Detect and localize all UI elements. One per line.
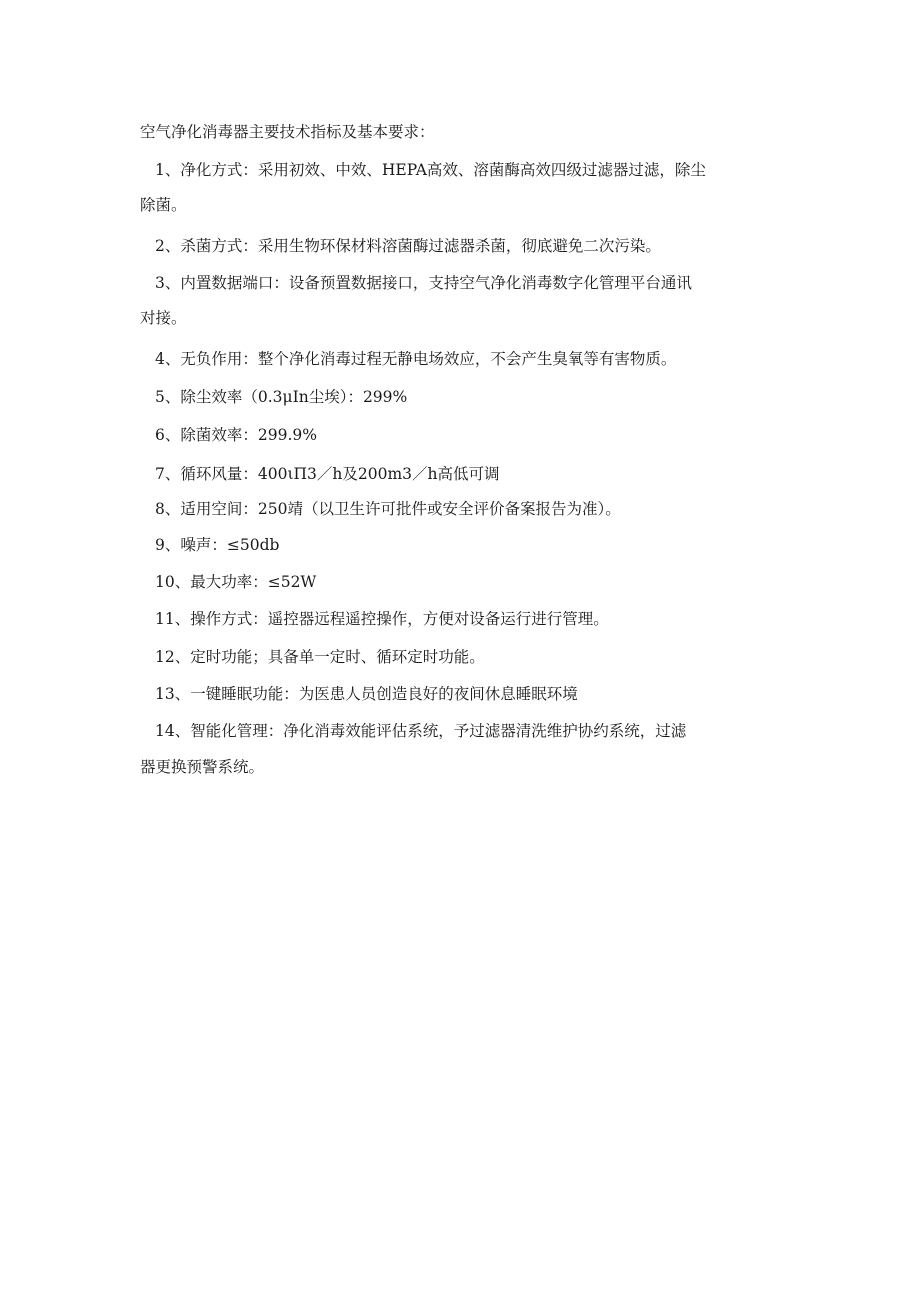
spec-item-14-line1: 14、智能化管理：净化消毒效能评估系统，予过滤器清洗维护协约系统，过滤 <box>155 722 687 740</box>
spec-item-10 <box>155 570 805 594</box>
spec-item-1-line2: 除菌。 <box>140 196 187 214</box>
spec-item-8-line1: 8、适用空间：250靖（以卫生许可批件或安全评价备案报告为准）。 <box>155 500 621 518</box>
document-title: 空气净化消毒器主要技术指标及基本要求： <box>140 123 435 141</box>
spec-item-7-line1: 7、循环风量：400ιΠ3／h及200m3／h高低可调 <box>155 465 500 483</box>
spec-item-8 <box>155 497 805 521</box>
spec-item-5 <box>155 385 805 409</box>
spec-item-2-line1: 2、杀菌方式：采用生物环保材料溶菌酶过滤器杀菌，彻底避免二次污染。 <box>155 237 661 255</box>
spec-item-12-line1: 12、定时功能；具备单一定时、循环定时功能。 <box>155 648 485 666</box>
spec-item-3-line1: 3、内置数据端口：设备预置数据接口，支持空气净化消毒数字化管理平台通讯 <box>155 274 692 292</box>
spec-item-5-line1: 5、除尘效率（0.3μIn尘埃）：299% <box>155 388 408 406</box>
spec-item-9-line1: 9、噪声：≤50db <box>155 536 280 554</box>
spec-item-4-line1: 4、无负作用：整个净化消毒过程无静电场效应，不会产生臭氧等有害物质。 <box>155 350 677 368</box>
spec-item-6-line1: 6、除菌效率：299.9% <box>155 426 317 444</box>
spec-item-12 <box>155 645 805 669</box>
spec-item-13-line1: 13、一键睡眠功能：为医患人员创造良好的夜间休息睡眠环境 <box>155 685 578 703</box>
spec-item-7 <box>155 462 805 486</box>
spec-item-14-line2: 器更换预警系统。 <box>140 758 265 776</box>
spec-item-6 <box>155 423 805 447</box>
spec-item-1 <box>140 158 805 217</box>
spec-item-13 <box>155 682 805 706</box>
spec-item-4 <box>155 347 805 371</box>
spec-item-11 <box>155 607 805 631</box>
spec-item-14 <box>140 719 805 779</box>
spec-item-3-line2: 对接。 <box>140 309 187 327</box>
spec-item-1-line1: 1、净化方式：采用初效、中效、HEPA高效、溶菌酶高效四级过滤器过滤，除尘 <box>155 161 706 179</box>
spec-item-10-line1: 10、最大功率：≤52W <box>155 573 317 591</box>
spec-item-11-line1: 11、操作方式：遥控器远程遥控操作，方便对设备运行进行管理。 <box>155 610 609 628</box>
spec-item-3 <box>140 271 805 330</box>
spec-item-2 <box>155 234 805 258</box>
spec-item-9 <box>155 533 805 557</box>
